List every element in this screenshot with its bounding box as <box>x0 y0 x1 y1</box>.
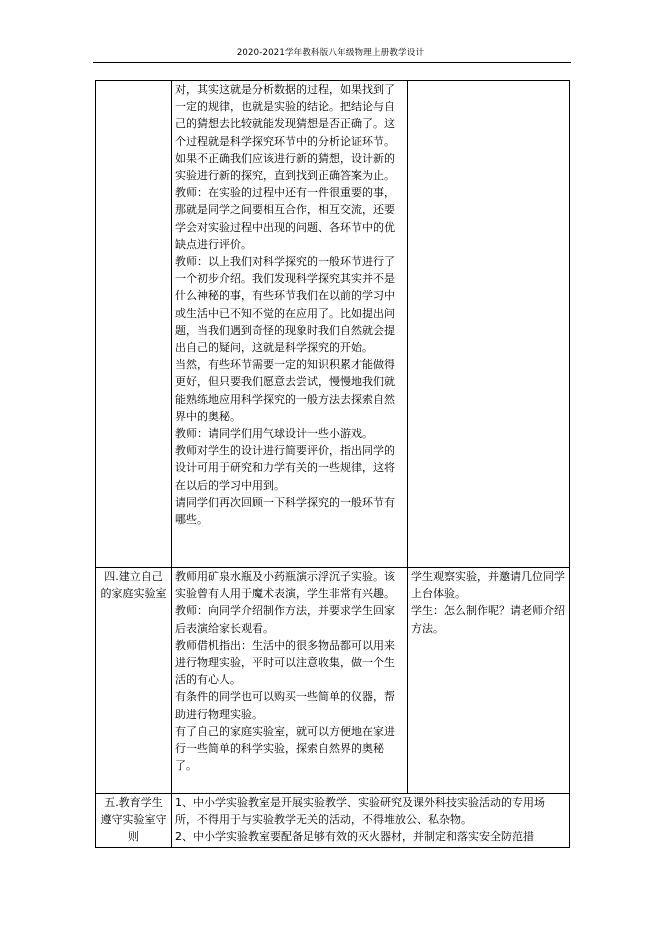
teacher-paragraph: 教师对学生的设计进行简要评价，指出同学的设计可用于研究和力学有关的一些规律，这将在以后的学习中用到。 <box>175 444 395 492</box>
teacher-activity-cell <box>172 568 408 794</box>
teacher-paragraph: 有条件的同学也可以购买一些简单的仪器，帮助进行物理实验。 <box>175 690 395 721</box>
table-row-lab-rules <box>96 794 570 848</box>
student-activity-cell <box>408 81 570 568</box>
teacher-paragraph: 教师用矿泉水瓶及小药瓶演示浮沉子实验。该实验曾有人用于魔术表演，学生非常有兴趣。 <box>175 570 395 601</box>
student-paragraph: 学生：怎么制作呢？请老师介绍方法。 <box>411 604 565 635</box>
teacher-paragraph: 教师：向同学介绍制作方法，并要求学生回家后表演给家长观看。 <box>175 604 395 635</box>
table-row-home-lab <box>96 568 570 794</box>
lesson-plan-table <box>95 80 570 848</box>
table-row-continuation <box>96 81 570 568</box>
teacher-paragraph: 教师：在实验的过程中还有一件很重要的事，那就是同学之间要相互合作，相互交流，还要学会对实验过程中出现的问题、各环节中的优缺点进行评价。 <box>175 186 395 251</box>
header-rule <box>93 62 571 63</box>
lab-rules-cell <box>172 794 570 848</box>
teacher-activity-cell <box>172 81 408 568</box>
rule-paragraph: 2、中小学实验教室要配备足够有效的灭火器材，并制定和落实安全防范措 <box>175 830 534 844</box>
teacher-paragraph: 当然，有些环节需要一定的知识积累才能做得更好，但只要我们愿意去尝试，慢慢地我们就能熟练地应用科学探究的一般方法去探索自然界中的奥秘。 <box>175 358 395 423</box>
rule-paragraph: 1、中小学实验教室是开展实验教学、实验研究及课外科技实验活动的专用场所，不得用于与实验教学无关的活动，不得堆放公、私杂物。 <box>175 796 545 827</box>
teacher-paragraph: 教师：请同学们用气球设计一些小游戏。 <box>175 427 373 441</box>
teacher-paragraph: 请同学们再次回顾一下科学探究的一般环节有哪些。 <box>175 495 395 527</box>
teacher-paragraph: 教师：以上我们对科学探究的一般环节进行了一个初步介绍。我们发现科学探究其实并不是什么神秘的事，有些环节我们在以前的学习中或生活中已不知不觉的在应用了。比如提出问题，当我们遇到奇怪的现象时我们自然就会提出自己的疑问，这就是科学探究的开始。 <box>175 255 395 355</box>
teacher-paragraph: 教师借机指出：生活中的很多物品都可以用来进行物理实验，平时可以注意收集，做一个生活的有心人。 <box>175 638 395 687</box>
teacher-paragraph: 有了自己的家庭实验室，就可以方便地在家进行一些简单的科学实验，探索自然界的奥秘了。 <box>175 724 395 773</box>
page-header: 2020-2021学年教科版八年级物理上册教学设计 <box>236 48 425 58</box>
student-activity-cell <box>408 568 570 794</box>
student-paragraph: 学生观察实验，并邀请几位同学上台体验。 <box>411 570 565 601</box>
teacher-paragraph: 对，其实这就是分析数据的过程，如果找到了一定的规律，也就是实验的结论。把结论与自己的猜想去比较就能发现猜想是否正确了。这个过程就是科学探究环节中的分析论证环节。如果不正确我们应该进行新的猜想，设计新的实验进行新的探究，直到找到正确答案为止。 <box>175 83 395 183</box>
stage-cell: 四.建立自己的家庭实验室 <box>96 568 172 794</box>
stage-cell: 五.教育学生遵守实验室守则 <box>96 794 172 848</box>
stage-cell <box>96 81 172 568</box>
